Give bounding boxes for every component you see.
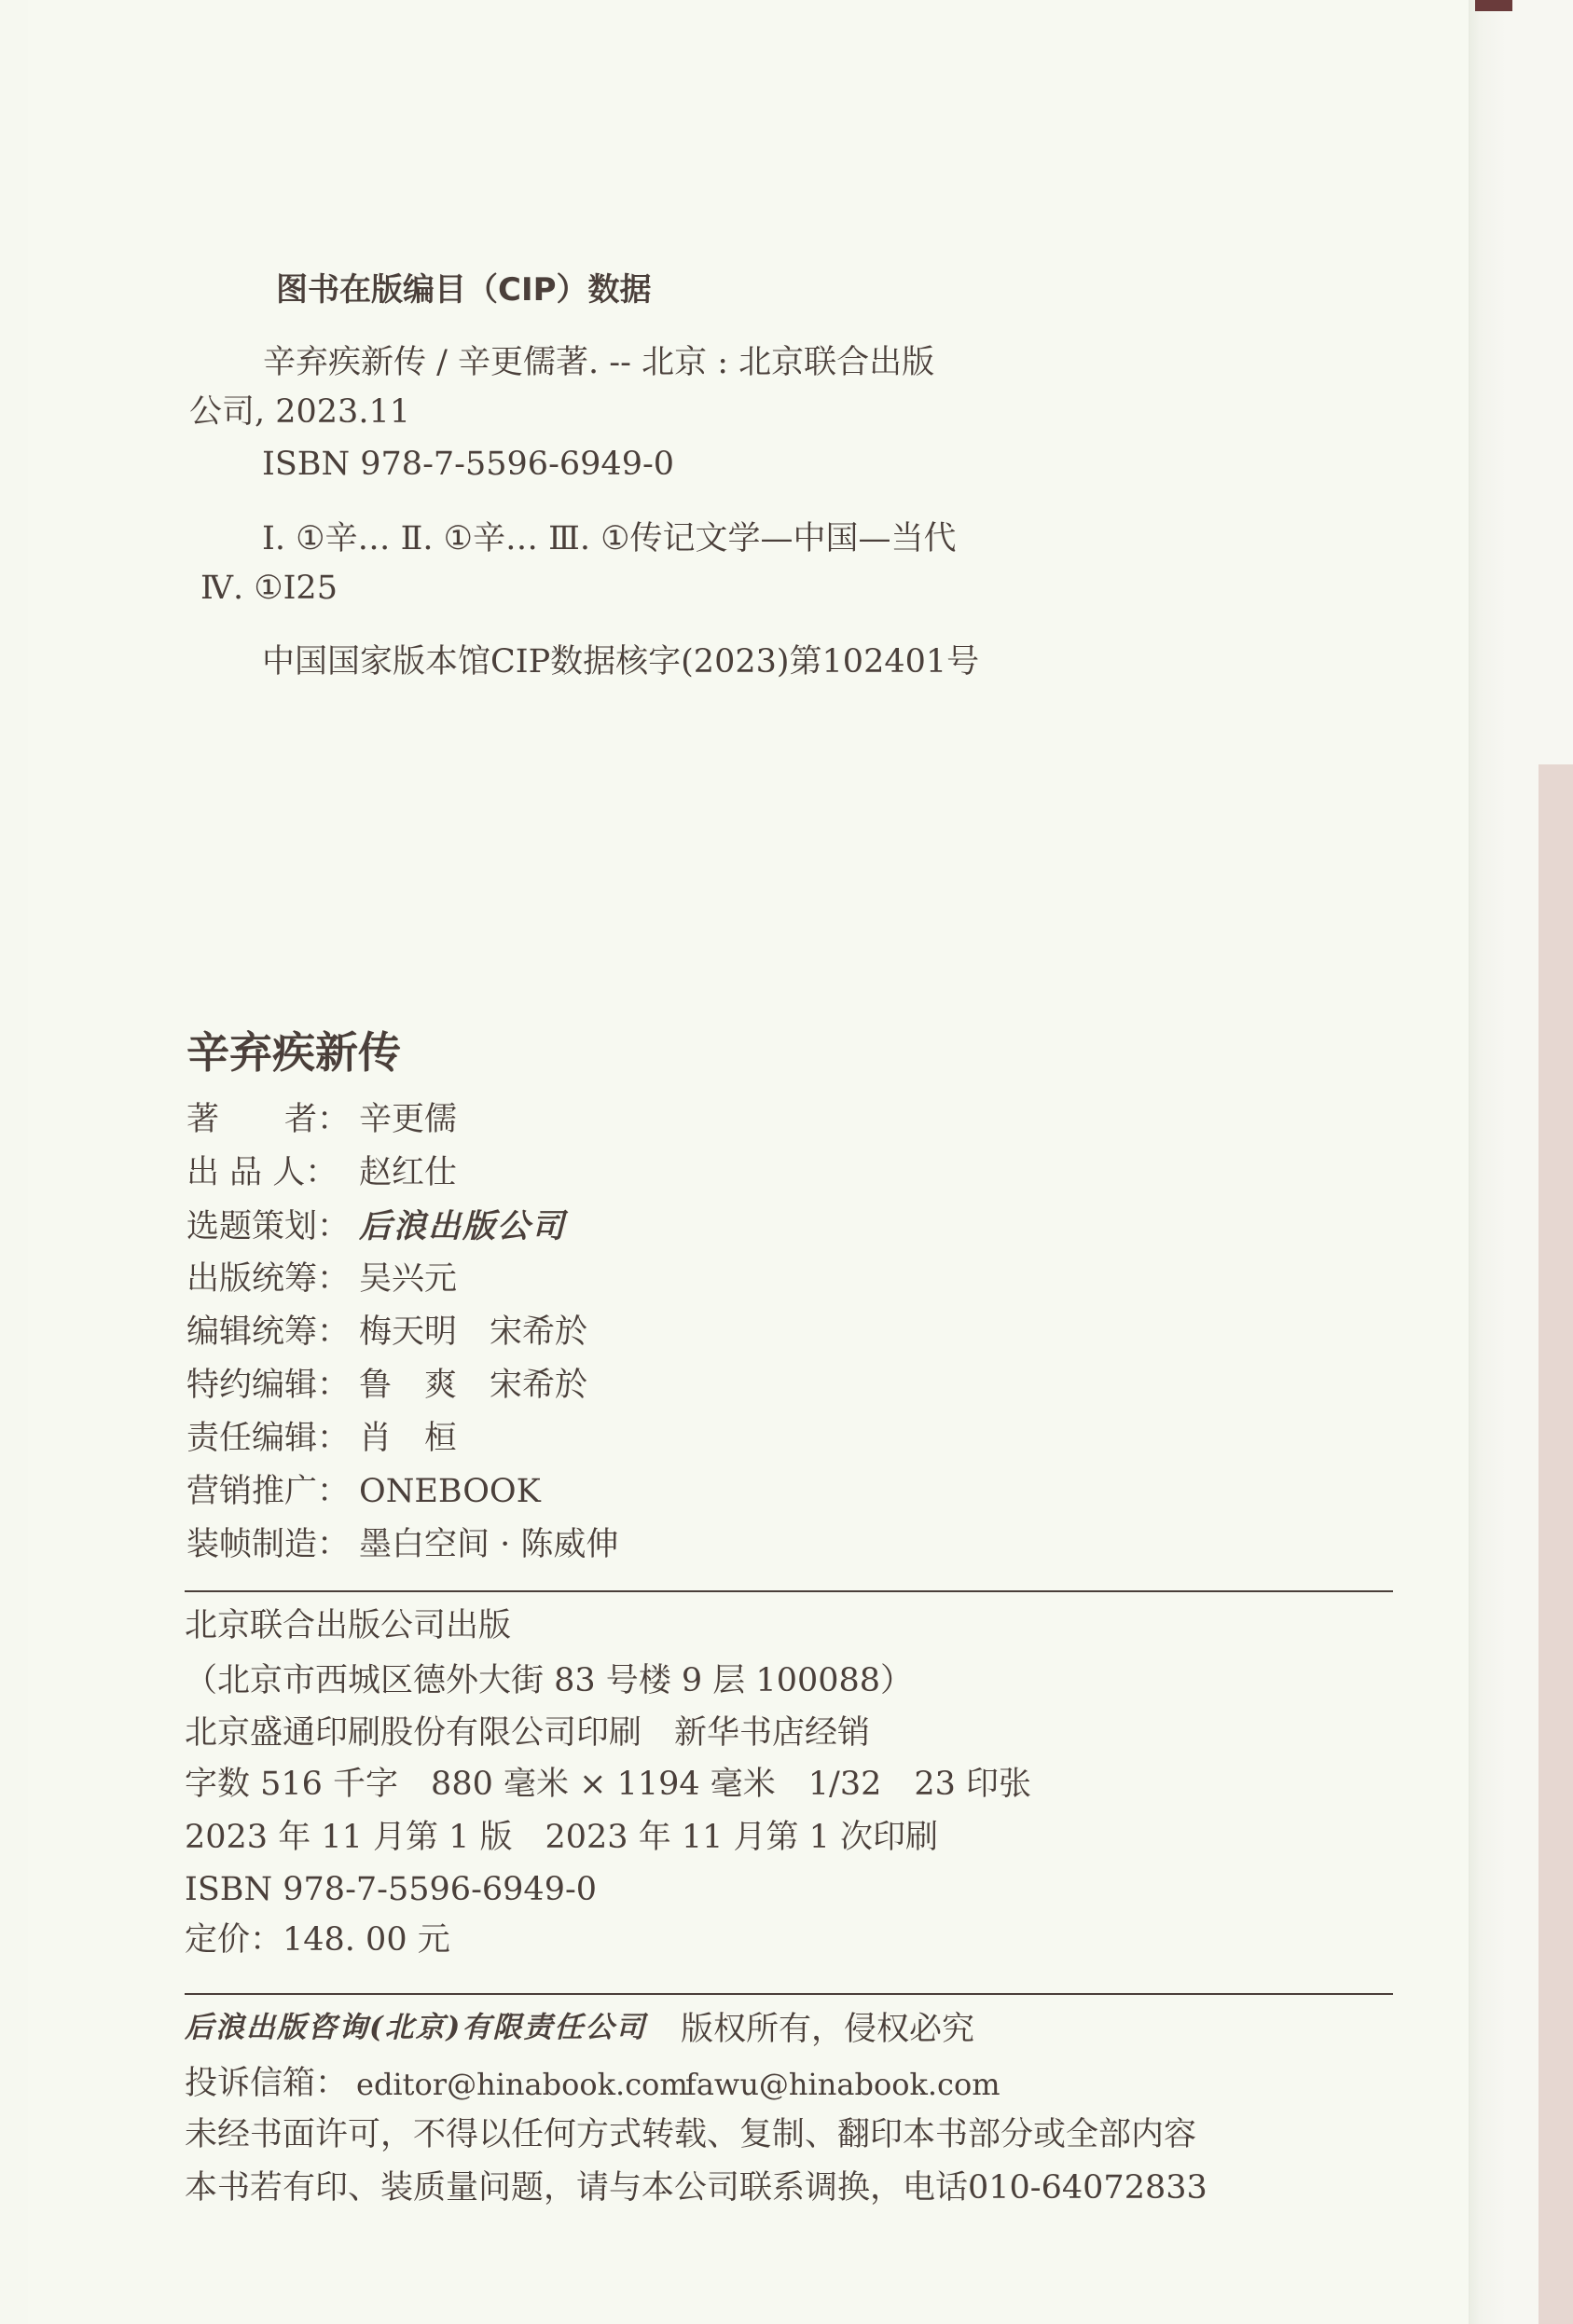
credit-label: 编辑统筹： [186, 1313, 351, 1351]
book-title: 辛弃疾新传 [186, 1027, 401, 1078]
company-logo-text: 后浪出版咨询(北京)有限责任公司 [185, 2011, 647, 2044]
cip-classification-2: Ⅳ. ①I25 [200, 570, 338, 607]
credit-editorial-coordinator [186, 1313, 588, 1351]
cip-isbn: ISBN 978-7-5596-6949-0 [262, 446, 675, 483]
publisher-line: 北京联合出版公司出版 [185, 1607, 512, 1644]
price-line: 定价：148. 00 元 [185, 1921, 450, 1959]
cip-verification-number: 中国国家版本馆CIP数据核字(2023)第102401号 [262, 643, 980, 681]
credit-value: 鲁 爽 宋希於 [359, 1367, 588, 1404]
divider-rule [185, 1993, 1393, 1995]
credit-label: 特约编辑： [186, 1367, 351, 1404]
credit-label: 选题策划： [186, 1208, 351, 1245]
credit-label: 著 者： [186, 1101, 351, 1138]
credit-label: 营销推广： [186, 1473, 351, 1510]
credit-planning [186, 1207, 567, 1245]
publisher-address: （北京市西城区德外大街 83 号楼 9 层 100088） [185, 1662, 914, 1699]
reproduction-notice: 未经书面许可，不得以任何方式转载、复制、翻印本书部分或全部内容 [185, 2116, 1197, 2153]
credit-label: 出 品 人： [186, 1154, 338, 1191]
cip-line-1: 辛弃疾新传 / 辛更儒著. -- 北京 : 北京联合出版 [263, 344, 935, 381]
quality-service-notice: 本书若有印、装质量问题，请与本公司联系调换，电话010-64072833 [185, 2169, 1207, 2207]
hinabook-logo-text: 后浪出版公司 [359, 1207, 567, 1245]
credit-value: 梅天明 宋希於 [359, 1313, 588, 1351]
credit-value: 赵红仕 [359, 1154, 458, 1191]
cover-corner-mark [1475, 0, 1512, 11]
divider-rule [185, 1590, 1393, 1592]
cip-classification-1: Ⅰ. ①辛… Ⅱ. ①辛… Ⅲ. ①传记文学—中国—当代 [262, 520, 957, 557]
credit-value: 辛更儒 [359, 1101, 458, 1138]
credit-author [186, 1101, 458, 1138]
credit-responsible-editor [186, 1420, 458, 1457]
complaint-email-editor: editor@hinabook.com [356, 2067, 688, 2102]
publish-isbn: ISBN 978-7-5596-6949-0 [185, 1871, 598, 1908]
credit-marketing [186, 1473, 541, 1510]
printer-line: 北京盛通印刷股份有限公司印刷 新华书店经销 [185, 1714, 871, 1752]
credit-value: ONEBOOK [359, 1473, 541, 1510]
credit-design [186, 1526, 619, 1563]
complaint-label: 投诉信箱： [185, 2065, 349, 2102]
complaint-email-legal: fawu@hinabook.com [685, 2067, 1000, 2102]
credit-label: 责任编辑： [186, 1420, 351, 1457]
credit-label: 装帧制造： [186, 1526, 351, 1563]
book-spine-edge [1539, 764, 1573, 2324]
credit-producer [186, 1154, 458, 1191]
specs-line: 字数 516 千字 880 毫米 × 1194 毫米 1/32 23 印张 [185, 1766, 1032, 1803]
rights-notice: 版权所有，侵权必究 [681, 2011, 975, 2048]
cip-line-2: 公司, 2023.11 [189, 393, 410, 431]
credit-value: 墨白空间 · 陈威伸 [359, 1526, 619, 1563]
credit-value: 吴兴元 [359, 1260, 458, 1298]
credit-label: 出版统筹： [186, 1260, 351, 1298]
edition-line: 2023 年 11 月第 1 版 2023 年 11 月第 1 次印刷 [185, 1819, 939, 1856]
credit-publishing-coordinator [186, 1260, 458, 1298]
credit-value: 肖 桓 [359, 1420, 458, 1457]
credit-special-editor [186, 1369, 587, 1402]
cip-heading: 图书在版编目（CIP）数据 [276, 271, 652, 309]
